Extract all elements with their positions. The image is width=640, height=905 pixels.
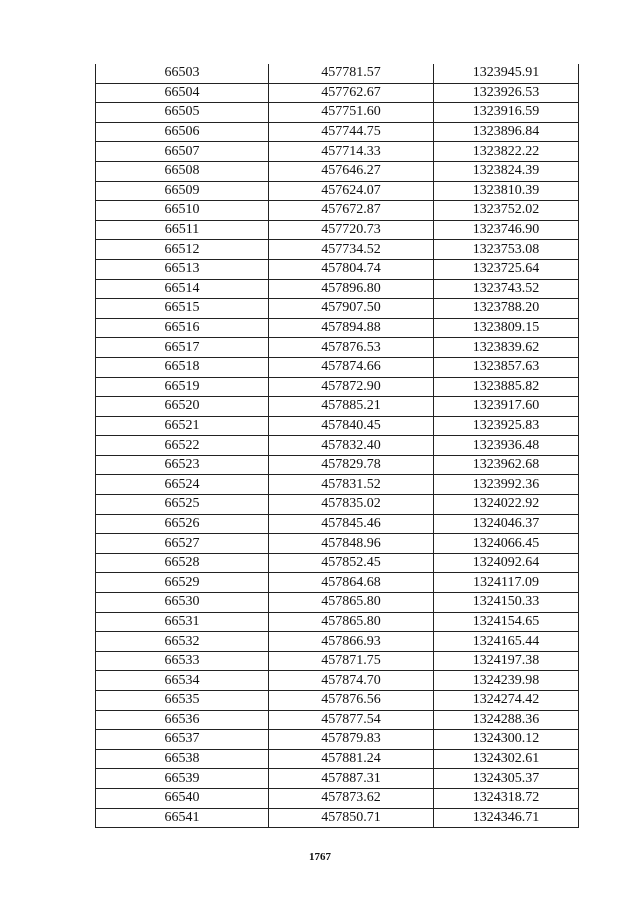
y-coordinate-cell: 1324165.44	[434, 632, 579, 652]
x-coordinate-cell: 457876.56	[269, 691, 434, 711]
point-id-cell: 66513	[96, 259, 269, 279]
y-coordinate-cell: 1323917.60	[434, 397, 579, 417]
point-id-cell: 66515	[96, 299, 269, 319]
point-id-cell: 66511	[96, 220, 269, 240]
point-id-cell: 66530	[96, 593, 269, 613]
point-id-cell: 66521	[96, 416, 269, 436]
y-coordinate-cell: 1323725.64	[434, 259, 579, 279]
x-coordinate-cell: 457896.80	[269, 279, 434, 299]
table-row	[96, 612, 579, 632]
point-id-cell: 66528	[96, 553, 269, 573]
table-row	[96, 83, 579, 103]
table-row	[96, 201, 579, 221]
x-coordinate-cell: 457894.88	[269, 318, 434, 338]
x-coordinate-cell: 457624.07	[269, 181, 434, 201]
table-row	[96, 103, 579, 123]
table-row	[96, 142, 579, 162]
y-coordinate-cell: 1324066.45	[434, 534, 579, 554]
table-row	[96, 671, 579, 691]
point-id-cell: 66534	[96, 671, 269, 691]
page-number: 1767	[309, 851, 331, 863]
table-row	[96, 710, 579, 730]
coordinates-table-body	[96, 64, 579, 828]
point-id-cell: 66524	[96, 475, 269, 495]
x-coordinate-cell: 457646.27	[269, 161, 434, 181]
x-coordinate-cell: 457873.62	[269, 788, 434, 808]
y-coordinate-cell: 1324318.72	[434, 788, 579, 808]
point-id-cell: 66525	[96, 495, 269, 515]
table-row	[96, 573, 579, 593]
point-id-cell: 66539	[96, 769, 269, 789]
y-coordinate-cell: 1323839.62	[434, 338, 579, 358]
x-coordinate-cell: 457887.31	[269, 769, 434, 789]
x-coordinate-cell: 457734.52	[269, 240, 434, 260]
x-coordinate-cell: 457835.02	[269, 495, 434, 515]
x-coordinate-cell: 457829.78	[269, 455, 434, 475]
y-coordinate-cell: 1323753.08	[434, 240, 579, 260]
point-id-cell: 66535	[96, 691, 269, 711]
table-row	[96, 632, 579, 652]
table-row	[96, 299, 579, 319]
table-row	[96, 730, 579, 750]
point-id-cell: 66508	[96, 161, 269, 181]
x-coordinate-cell: 457840.45	[269, 416, 434, 436]
y-coordinate-cell: 1323925.83	[434, 416, 579, 436]
y-coordinate-cell: 1323788.20	[434, 299, 579, 319]
x-coordinate-cell: 457845.46	[269, 514, 434, 534]
table-row	[96, 495, 579, 515]
x-coordinate-cell: 457781.57	[269, 64, 434, 83]
point-id-cell: 66536	[96, 710, 269, 730]
table-row	[96, 338, 579, 358]
table-row	[96, 259, 579, 279]
x-coordinate-cell: 457714.33	[269, 142, 434, 162]
y-coordinate-cell: 1323885.82	[434, 377, 579, 397]
point-id-cell: 66504	[96, 83, 269, 103]
x-coordinate-cell: 457848.96	[269, 534, 434, 554]
x-coordinate-cell: 457874.66	[269, 357, 434, 377]
x-coordinate-cell: 457865.80	[269, 612, 434, 632]
point-id-cell: 66529	[96, 573, 269, 593]
table-row	[96, 475, 579, 495]
point-id-cell: 66522	[96, 436, 269, 456]
x-coordinate-cell: 457720.73	[269, 220, 434, 240]
y-coordinate-cell: 1323743.52	[434, 279, 579, 299]
x-coordinate-cell: 457874.70	[269, 671, 434, 691]
y-coordinate-cell: 1323945.91	[434, 64, 579, 83]
x-coordinate-cell: 457672.87	[269, 201, 434, 221]
y-coordinate-cell: 1324150.33	[434, 593, 579, 613]
x-coordinate-cell: 457877.54	[269, 710, 434, 730]
x-coordinate-cell: 457762.67	[269, 83, 434, 103]
point-id-cell: 66532	[96, 632, 269, 652]
x-coordinate-cell: 457872.90	[269, 377, 434, 397]
point-id-cell: 66540	[96, 788, 269, 808]
x-coordinate-cell: 457852.45	[269, 553, 434, 573]
table-row	[96, 553, 579, 573]
point-id-cell: 66512	[96, 240, 269, 260]
point-id-cell: 66507	[96, 142, 269, 162]
point-id-cell: 66537	[96, 730, 269, 750]
point-id-cell: 66506	[96, 122, 269, 142]
point-id-cell: 66503	[96, 64, 269, 83]
table-row	[96, 397, 579, 417]
point-id-cell: 66533	[96, 651, 269, 671]
point-id-cell: 66541	[96, 808, 269, 828]
x-coordinate-cell: 457885.21	[269, 397, 434, 417]
y-coordinate-cell: 1324197.38	[434, 651, 579, 671]
y-coordinate-cell: 1324154.65	[434, 612, 579, 632]
point-id-cell: 66517	[96, 338, 269, 358]
x-coordinate-cell: 457864.68	[269, 573, 434, 593]
point-id-cell: 66527	[96, 534, 269, 554]
y-coordinate-cell: 1323809.15	[434, 318, 579, 338]
table-row	[96, 593, 579, 613]
table-row	[96, 377, 579, 397]
table-row	[96, 808, 579, 828]
y-coordinate-cell: 1323936.48	[434, 436, 579, 456]
table-row	[96, 691, 579, 711]
x-coordinate-cell: 457881.24	[269, 749, 434, 769]
y-coordinate-cell: 1323926.53	[434, 83, 579, 103]
x-coordinate-cell: 457879.83	[269, 730, 434, 750]
x-coordinate-cell: 457804.74	[269, 259, 434, 279]
coordinates-table	[95, 64, 579, 828]
x-coordinate-cell: 457866.93	[269, 632, 434, 652]
table-row	[96, 436, 579, 456]
point-id-cell: 66514	[96, 279, 269, 299]
y-coordinate-cell: 1323992.36	[434, 475, 579, 495]
y-coordinate-cell: 1323824.39	[434, 161, 579, 181]
x-coordinate-cell: 457832.40	[269, 436, 434, 456]
table-row	[96, 318, 579, 338]
y-coordinate-cell: 1324346.71	[434, 808, 579, 828]
y-coordinate-cell: 1323857.63	[434, 357, 579, 377]
x-coordinate-cell: 457850.71	[269, 808, 434, 828]
y-coordinate-cell: 1323896.84	[434, 122, 579, 142]
table-row	[96, 357, 579, 377]
point-id-cell: 66523	[96, 455, 269, 475]
point-id-cell: 66509	[96, 181, 269, 201]
y-coordinate-cell: 1323962.68	[434, 455, 579, 475]
table-row	[96, 64, 579, 83]
table-row	[96, 416, 579, 436]
point-id-cell: 66510	[96, 201, 269, 221]
y-coordinate-cell: 1323752.02	[434, 201, 579, 221]
table-row	[96, 181, 579, 201]
table-row	[96, 651, 579, 671]
table-row	[96, 749, 579, 769]
y-coordinate-cell: 1324302.61	[434, 749, 579, 769]
y-coordinate-cell: 1324022.92	[434, 495, 579, 515]
y-coordinate-cell: 1323822.22	[434, 142, 579, 162]
y-coordinate-cell: 1323746.90	[434, 220, 579, 240]
y-coordinate-cell: 1324274.42	[434, 691, 579, 711]
table-row	[96, 534, 579, 554]
point-id-cell: 66516	[96, 318, 269, 338]
x-coordinate-cell: 457744.75	[269, 122, 434, 142]
table-row	[96, 279, 579, 299]
table-row	[96, 161, 579, 181]
point-id-cell: 66505	[96, 103, 269, 123]
point-id-cell: 66518	[96, 357, 269, 377]
y-coordinate-cell: 1324239.98	[434, 671, 579, 691]
y-coordinate-cell: 1324300.12	[434, 730, 579, 750]
y-coordinate-cell: 1324288.36	[434, 710, 579, 730]
point-id-cell: 66531	[96, 612, 269, 632]
y-coordinate-cell: 1324305.37	[434, 769, 579, 789]
y-coordinate-cell: 1324092.64	[434, 553, 579, 573]
point-id-cell: 66526	[96, 514, 269, 534]
x-coordinate-cell: 457907.50	[269, 299, 434, 319]
y-coordinate-cell: 1323810.39	[434, 181, 579, 201]
table-row	[96, 220, 579, 240]
table-row	[96, 788, 579, 808]
table-row	[96, 769, 579, 789]
x-coordinate-cell: 457871.75	[269, 651, 434, 671]
x-coordinate-cell: 457876.53	[269, 338, 434, 358]
x-coordinate-cell: 457865.80	[269, 593, 434, 613]
table-row	[96, 514, 579, 534]
y-coordinate-cell: 1324046.37	[434, 514, 579, 534]
point-id-cell: 66519	[96, 377, 269, 397]
table-row	[96, 122, 579, 142]
table-row	[96, 455, 579, 475]
table-row	[96, 240, 579, 260]
x-coordinate-cell: 457751.60	[269, 103, 434, 123]
point-id-cell: 66538	[96, 749, 269, 769]
x-coordinate-cell: 457831.52	[269, 475, 434, 495]
y-coordinate-cell: 1323916.59	[434, 103, 579, 123]
point-id-cell: 66520	[96, 397, 269, 417]
y-coordinate-cell: 1324117.09	[434, 573, 579, 593]
